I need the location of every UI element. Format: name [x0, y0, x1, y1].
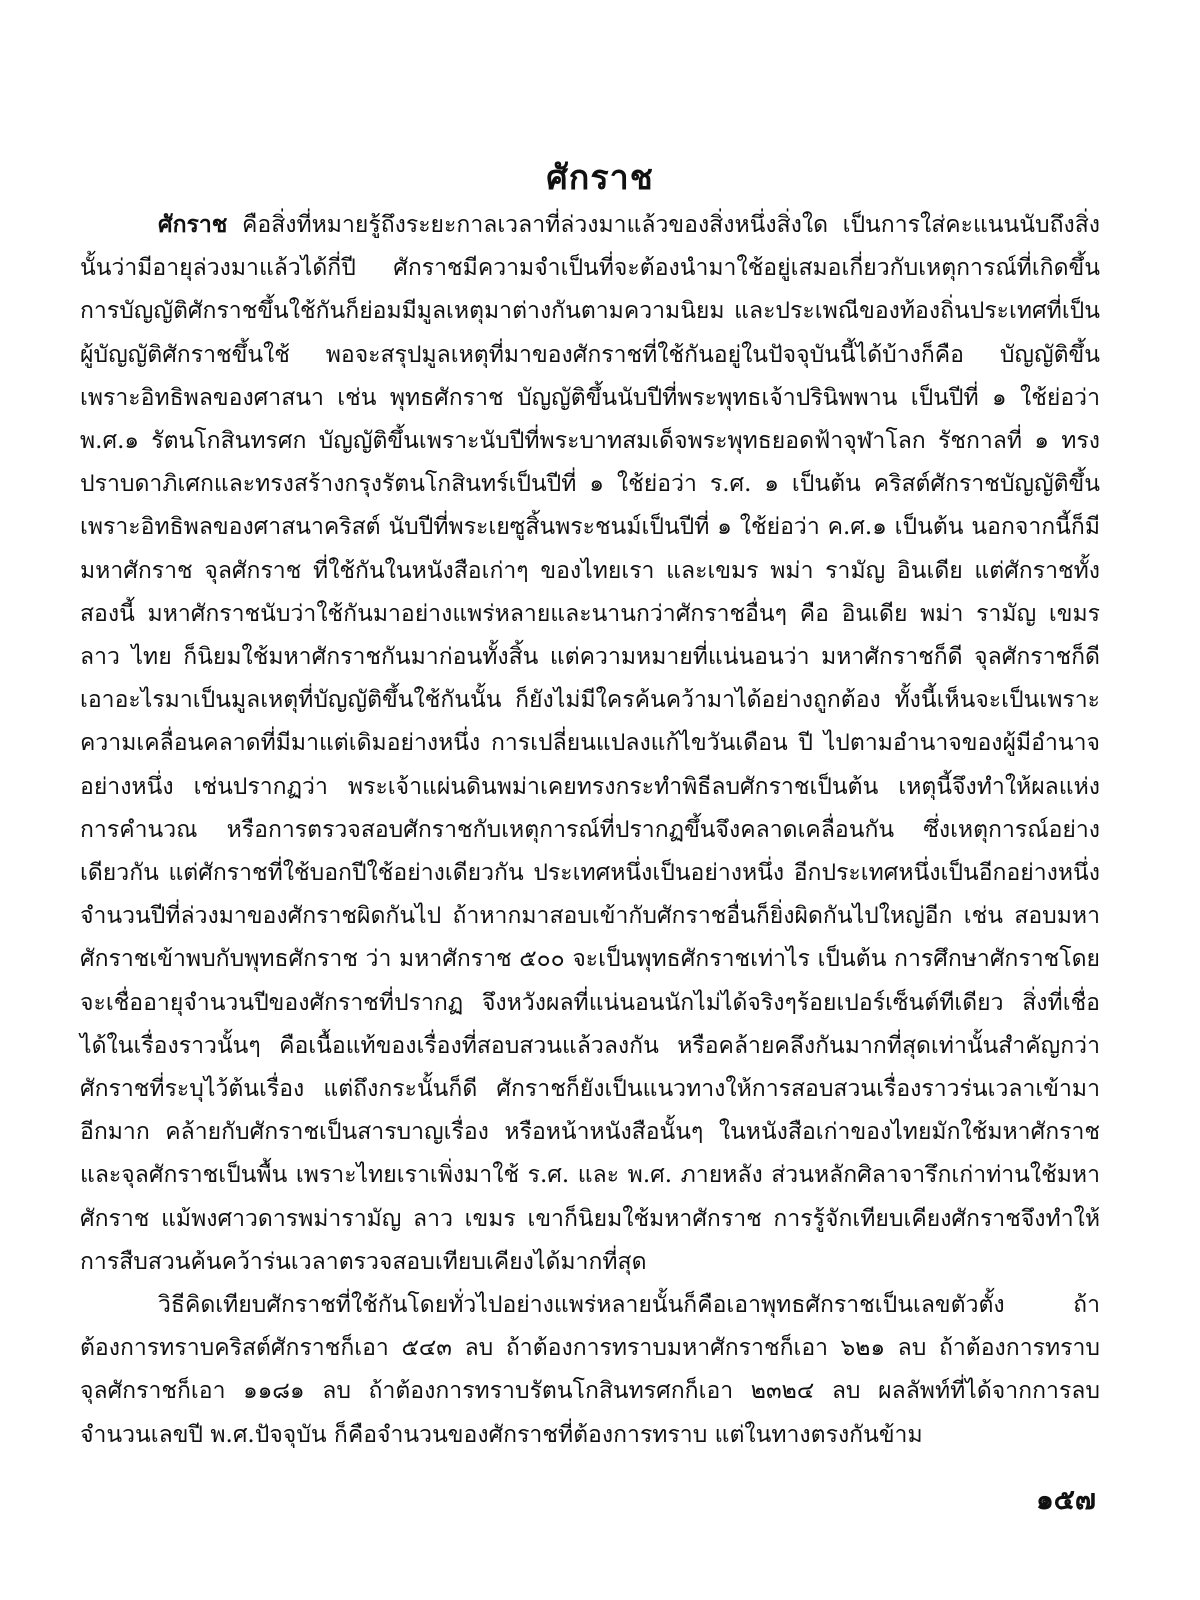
paragraph-2 — [80, 1284, 1100, 1457]
paragraph-text: คือสิ่งที่หมายรู้ถึงระยะกาลเวลาที่ล่วงมาแล้วของสิ่งหนึ่งสิ่งใด เป็นการใส่คะแนนนับถึงสิ่งนั้นว่ามีอายุล่วงมาแล้วได้กี่ปี ศักราชมีความจำเป็นที่จะต้องนำมาใช้อยู่เสมอเกี่ยวกับเหตุการณ์ที่เกิดขึ้น การบัญญัติศักราชขึ้นใช้กันก็ย่อมมีมูลเหตุมาต่างกันตามความนิยม และประเพณีของท้องถิ่นประเทศที่เป็นผู้บัญญัติศักราชขึ้นใช้ พอจะสรุปมูลเหตุที่มาของศักราชที่ใช้กันอยู่ในปัจจุบันนี้ได้บ้างก็คือ บัญญัติขึ้นเพราะอิทธิพลของศาสนา เช่น พุทธศักราช บัญญัติขึ้นนับปีที่พระพุทธเจ้าปรินิพพาน เป็นปีที่ ๑ ใช้ย่อว่าพ.ศ.๑ รัตนโกสินทรศก บัญญัติขึ้นเพราะนับปีที่พระบาทสมเด็จพระพุทธยอดฟ้าจุฬาโลก รัชกาลที่ ๑ ทรงปราบดาภิเศกและทรงสร้างกรุงรัตนโกสินทร์เป็นปีที่ ๑ ใช้ย่อว่า ร.ศ. ๑ เป็นต้น คริสต์ศักราชบัญญัติขึ้นเพราะอิทธิพลของศาสนาคริสต์ นับปีที่พระเยซูสิ้นพระชนม์เป็นปีที่ ๑ ใช้ย่อว่า ค.ศ.๑ เป็นต้น นอกจากนี้ก็มีมหาศักราช จุลศักราช ที่ใช้กันในหนังสือเก่าๆ ของไทยเรา และเขมร พม่า รามัญ อินเดีย แต่ศักราชทั้งสองนี้ มหาศักราชนับว่าใช้กันมาอย่างแพร่หลายและนานกว่าศักราชอื่นๆ คือ อินเดีย พม่า รามัญ เขมร ลาว ไทย ก็นิยมใช้มหาศักราชกันมาก่อนทั้งสิ้น แต่ความหมายที่แน่นอนว่า มหาศักราชก็ดี จุลศักราชก็ดี เอาอะไรมาเป็นมูลเหตุที่บัญญัติขึ้นใช้กันนั้น ก็ยังไม่มีใครค้นคว้ามาได้อย่างถูกต้อง ทั้งนี้เห็นจะเป็นเพราะความเคลื่อนคลาดที่มีมาแต่เดิมอย่างหนึ่ง การเปลี่ยนแปลงแก้ไขวันเดือน ปี ไปตามอำนาจของผู้มีอำนาจอย่างหนึ่ง เช่นปรากฏว่า พระเจ้าแผ่นดินพม่าเคยทรงกระทำพิธีลบศักราชเป็นต้น เหตุนี้จึงทำให้ผลแห่งการคำนวณ หรือการตรวจสอบศักราชกับเหตุการณ์ที่ปรากฏขึ้นจึงคลาดเคลื่อนกัน ซึ่งเหตุการณ์อย่างเดียวกัน แต่ศักราชที่ใช้บอกปีใช้อย่างเดียวกัน ประเทศหนึ่งเป็นอย่างหนึ่ง อีกประเทศหนึ่งเป็นอีกอย่างหนึ่ง จำนวนปีที่ล่วงมาของศักราชผิดกันไป ถ้าหากมาสอบเข้ากับศักราชอื่นก็ยิ่งผิดกันไปใหญ่อีก เช่น สอบมหาศักราชเข้าพบกับพุทธศักราช ว่า มหาศักราช ๕๐๐ จะเป็นพุทธศักราชเท่าไร เป็นต้น การศึกษาศักราชโดยจะเชื่ออายุจำนวนปีของศักราชที่ปรากฏ จึงหวังผลที่แน่นอนนักไม่ได้จริงๆร้อยเปอร์เซ็นต์ทีเดียว สิ่งที่เชื่อได้ในเรื่องราวนั้นๆ คือเนื้อแท้ของเรื่องที่สอบสวนแล้วลงกัน หรือคล้ายคลึงกันมากที่สุดเท่านั้นสำคัญกว่าศักราชที่ระบุไว้ต้นเรื่อง แต่ถึงกระนั้นก็ดี ศักราชก็ยังเป็นแนวทางให้การสอบสวนเรื่องราวร่นเวลาเข้ามาอีกมาก คล้ายกับศักราชเป็นสารบาญเรื่อง หรือหน้าหนังสือนั้นๆ ในหนังสือเก่าของไทยมักใช้มหาศักราชและจุลศักราชเป็นพื้น เพราะไทยเราเพิ่งมาใช้ ร.ศ. และ พ.ศ. ภายหลัง ส่วนหลักศิลาจารึกเก่าท่านใช้มหาศักราช แม้พงศาวดารพม่ารามัญ ลาว เขมร เขาก็นิยมใช้มหาศักราช การรู้จักเทียบเคียงศักราชจึงทำให้การสืบสวนค้นคว้าร่นเวลาตรวจสอบเทียบเคียงได้มากที่สุด — [80, 212, 1100, 1275]
page-title: ศักราช — [546, 158, 654, 198]
page-number: ๑๕๗ — [1035, 1483, 1096, 1516]
paragraph-1 — [80, 203, 1100, 1284]
paragraph-text: วิธีคิดเทียบศักราชที่ใช้กันโดยทั่วไปอย่างแพร่หลายนั้นก็คือเอาพุทธศักราชเป็นเลขตัวตั้ง ถ้าต้องการทราบคริสต์ศักราชก็เอา ๕๔๓ ลบ ถ้าต้องการทราบมหาศักราชก็เอา ๖๒๑ ลบ ถ้าต้องการทราบจุลศักราชก็เอา ๑๑๘๑ ลบ ถ้าต้องการทราบรัตนโกสินทรศกก็เอา ๒๓๒๔ ลบ ผลลัพท์ที่ได้จากการลบจำนวนเลขปี พ.ศ.ปัจจุบัน ก็คือจำนวนของศักราชที่ต้องการทราบ แต่ในทางตรงกันข้าม — [80, 1292, 1100, 1448]
paragraph-lead-term: ศักราช — [158, 211, 228, 238]
document-body — [80, 203, 1100, 1457]
